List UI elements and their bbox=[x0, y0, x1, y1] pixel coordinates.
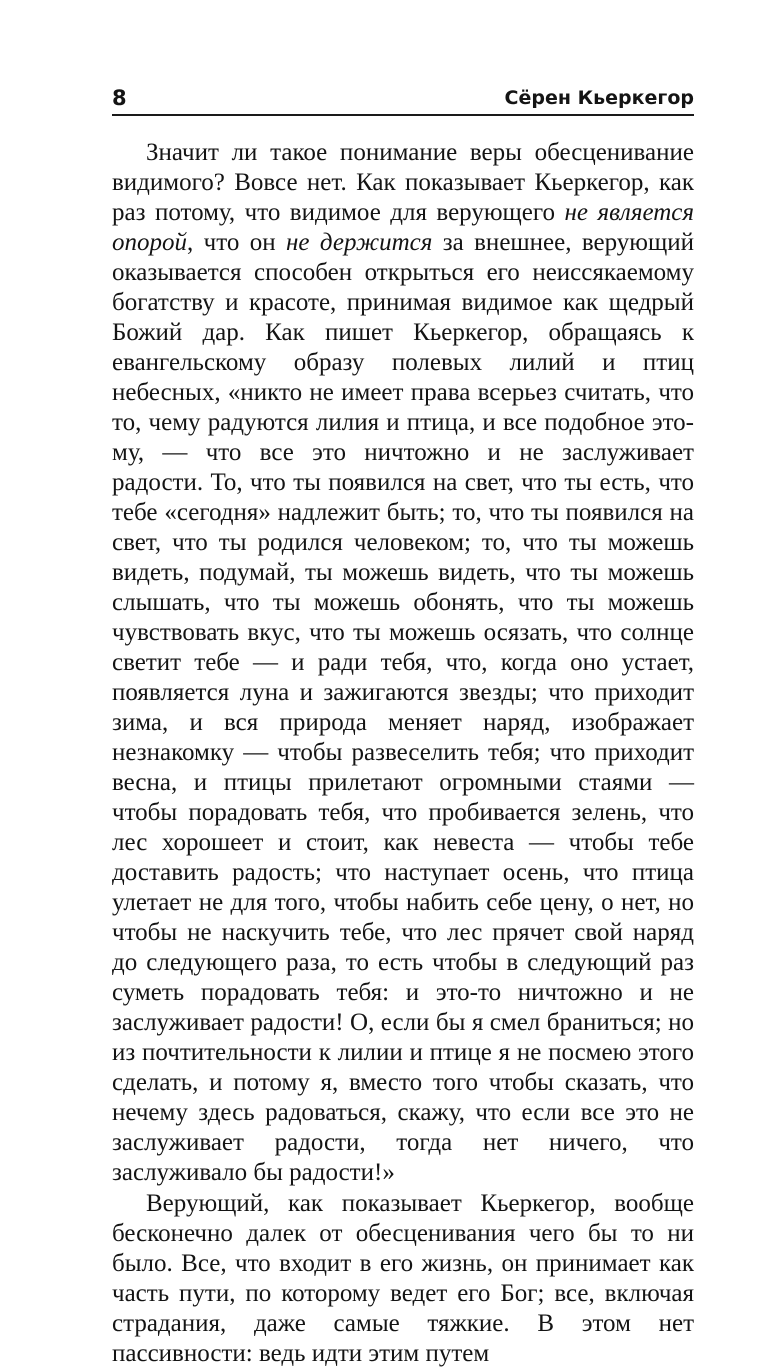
running-title: Сёрен Кьеркегор bbox=[504, 87, 694, 109]
emphasis-not-support: не является опорой bbox=[112, 199, 694, 256]
paragraph-2: Верующий, как показывает Кьеркегор, вообще бесконечно далек от обесценивания чего бы то ни было. Все, что входит в его жизнь, он принимает как часть пути, по которому ведет его Бог; все, включая страдания, даже самые тяжкие. В этом нет пассивности: ведь идти этим путем bbox=[112, 1190, 694, 1367]
paragraph-1-part-b: , что он bbox=[187, 229, 286, 256]
paragraph-1-part-c: за внешнее, верующий оказывается способен открыться его неиссякаемому богатству и красоте, принимая видимое как щедрый Божий дар. Как пишет Кьеркегор, обращаясь к евангельскому образу полевых лилий и птиц небесных, «никто не имеет права всерьез считать, что то, чему радуются лилия и птица, и все подобное этому, — что все это ничтожно и не заслуживает радости. То, что ты появился на свет, что ты есть, что тебе «сегодня» надлежит быть; то, что ты появился на свет, что ты родился человеком; то, что ты можешь видеть, подумай, ты можешь видеть, что ты можешь слышать, что ты можешь обонять, что ты можешь чувствовать вкус, что ты можешь осязать, что солнце светит тебе — и ради тебя, что, когда оно устает, появляется луна и зажигаются звезды; что приходит зима, и вся природа меняет наряд, изображает незнакомку — чтобы развеселить тебя; что приходит весна, и птицы прилетают огромными стаями — чтобы порадовать тебя, что пробивается зелень, что лес хорошеет и стоит, как невеста — чтобы тебе доставить радость; что наступает осень, что птица улетает не для того, чтобы набить себе цену, о нет, но чтобы не наскучить тебе, что лес прячет свой наряд до следующего раза, то есть чтобы в следующий раз суметь порадовать тебя: и это-то ничтожно и не заслуживает радости! О, если бы я смел браниться; но из почтительности к лилии и птице я не посмею этого сделать, и потому я, вместо того чтобы сказать, что нечему здесь радоваться, скажу, что если все это не заслуживает радости, тогда нет ничего, что заслуживало бы радости!» bbox=[112, 229, 694, 1186]
emphasis-not-hold: не держится bbox=[286, 229, 433, 256]
page-number: 8 bbox=[112, 86, 127, 110]
body-text bbox=[112, 138, 694, 1369]
paragraph-1-part-a: Значит ли такое понимание веры обесценивание видимого? Вовсе нет. Как показывает Кьеркегор, как раз потому, что видимое для верующего bbox=[112, 139, 694, 226]
paragraph-1 bbox=[112, 138, 694, 1188]
page-header bbox=[112, 84, 694, 116]
